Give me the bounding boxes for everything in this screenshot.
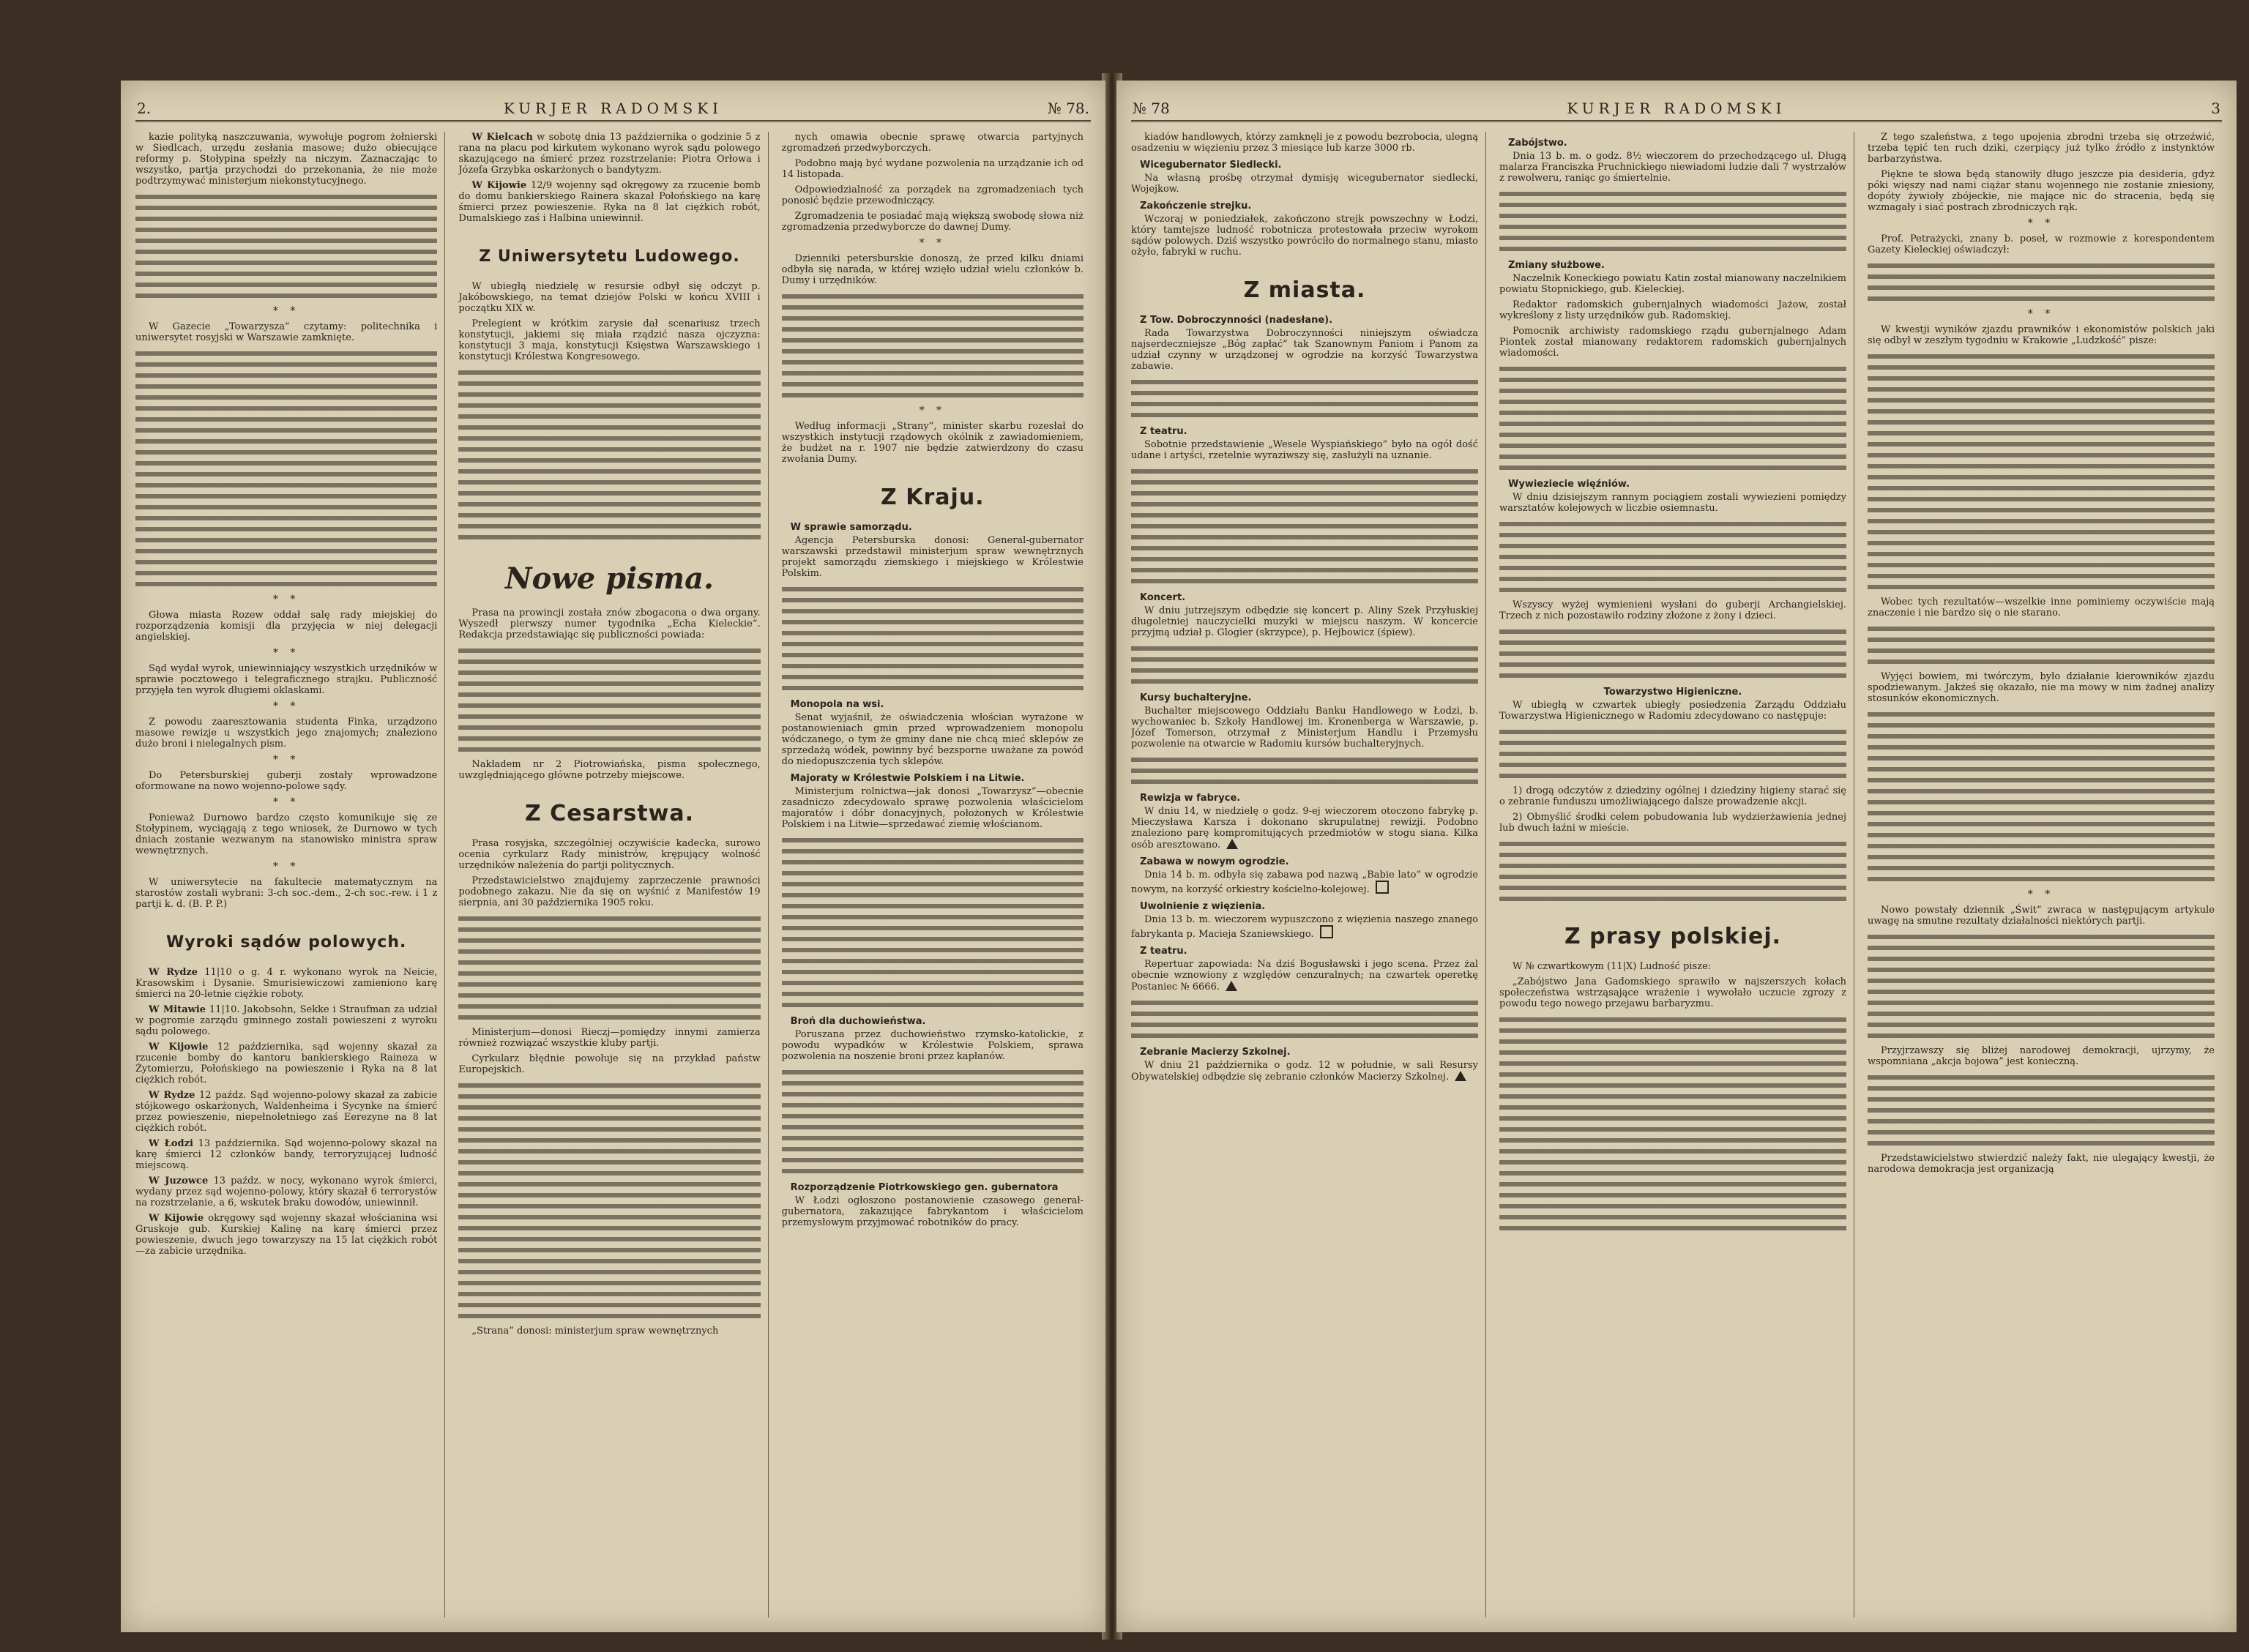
separator: * * (272, 700, 300, 712)
subsection-title: Zabójstwo. (1508, 138, 1567, 149)
text-block (782, 1066, 1084, 1176)
article-text: kazie polityką naszczuwania, wywołuje pogrom żołnierski w Siedlcach, urzędu zesłania masowe; dużo obiecujące reformy p. Stołypina spełzły na niczym. Zaznaczając to wszystko, partja przychodzi do przekonania, że nie może podtrzymywać ministerjum niekonstytucyjnego. (135, 132, 438, 187)
article-text: Dnia 13 b. m. o godz. 8½ wieczorem do przechodzącego ul. Długą malarza Franciszka Pruchnickiego niewiadomi ludzie dali 7 wystrzałów z rewolweru, raniąc go śmiertelnie. (1499, 151, 1846, 184)
separator: * * (919, 237, 947, 249)
article-text: W dniu dzisiejszym rannym pociągiem zostali wywiezieni pomiędzy warsztatów kolejowych w liczbie osiemnastu. (1499, 492, 1846, 514)
left-issue-number: № 78. (1047, 100, 1089, 117)
text-block (135, 191, 437, 301)
article-text: W uniwersytecie na fakultecie matematycznym na starostów zostali wybrani: 3-ch soc.-dem., 2-ch soc.-rew. i 1 z partji k. d. (B. P. P.) (135, 877, 438, 910)
article-text: Ponieważ Durnowo bardzo często komunikuje się ze Stołypinem, wyciągają z tego wniosek, że Durnowo w tych dniach zostanie wezwanym na stanowisko ministra spraw wewnętrznych. (135, 812, 438, 856)
article-text: W ubiegłą niedzielę w resursie odbył się odczyt p. Jakóbowskiego, na temat dziejów Polski w końcu XVIII i początku XIX w. (458, 281, 761, 314)
article-text: W Kijowie okręgowy sąd wojenny skazał włościanina wsi Gruskoje gub. Kurskiej Kalinę na karę śmierci przez powieszenie, dwuch jego towarzyszy na 15 lat ciężkich robót—za zabicie urzędnika. (135, 1213, 438, 1257)
text-block (1131, 997, 1478, 1041)
left-column-2 (458, 132, 768, 1618)
article-text: Naczelnik Koneckiego powiatu Katin został mianowany naczelnikiem powiatu Stopnickiego, gub. Kieleckiej. (1499, 273, 1846, 295)
article-text: W Gazecie „Towarzysza” czytamy: politechnika i uniwersytet rosyjski w Warszawie zamknięte. (135, 321, 438, 343)
subsection-title: Kursy buchalteryjne. (1140, 692, 1252, 703)
text-block (1868, 351, 2215, 592)
separator: * * (272, 796, 300, 808)
article-text: Pomocnik archiwisty radomskiego rządu gubernjalnego Adam Piontek został mianowany redaktorem radomskich gubernjalnych wiadomości. (1499, 326, 1846, 359)
article-text: Wobec tych rezultatów—wszelkie inne pominiemy oczywiście mają znaczenie i nie bardzo się o nie starano. (1868, 597, 2215, 618)
right-column-1 (1131, 132, 1486, 1618)
separator: * * (272, 594, 300, 605)
right-issue-number: № 78 (1133, 100, 1170, 117)
text-block (458, 367, 760, 542)
text-block (782, 834, 1084, 1010)
article-text: Dzienniki petersburskie donoszą, że przed kilku dniami odbyła się narada, w której wzięło udział wielu członków b. Dumy i urzędników. (781, 253, 1084, 286)
subsection-title: W sprawie samorządu. (790, 522, 912, 533)
article-text: Buchalter miejscowego Oddziału Banku Handlowego w Łodzi, b. wychowaniec b. Szkoły Handlowej im. Kronenberga w Warszawie, p. Józef Tomerson, otrzymał z Ministerjum Handlu i Przemysłu pozwolenie na otwarcie w Radomiu kursów buchalteryjnych. (1131, 706, 1478, 750)
article-text: Agencja Petersburska donosi: General-gubernator warszawski przedstawił ministerjum spraw wewnętrznych projekt samorządu ziemskiego i miejskiego w Królestwie Polskim. (781, 535, 1084, 579)
subsection-title: Zabawa w nowym ogrodzie. (1140, 856, 1289, 867)
article-text: Ministerjum rolnictwa—jak donosi „Towarzysz”—obecnie zasadniczo zdecydowało sprawę pozwolenia właścicielom majoratów i dóbr donacyjnych, położonych w Królestwie Polskiem i na Litwie—sprzedawać ziemię włościanom. (781, 786, 1084, 830)
article-text: Zgromadzenia te posiadać mają większą swobodę słowa niż zgromadzenia przedwyborcze do dawnej Dumy. (781, 211, 1084, 233)
article-text: W Rydze 11|10 o g. 4 r. wykonano wyrok na Neicie, Krasowskim i Dysanie. Smurisiewiczowi zamieniono karę śmierci na 20-letnie ciężkie roboty. (135, 967, 438, 1000)
article-text: Sąd wydał wyrok, uniewinniający wszystkich urzędników w sprawie pocztowego i telegraficznego strajku. Publiczność przyjęła ten wyrok długiemi oklaskami. (135, 663, 438, 696)
article-text: Nakładem nr 2 Piotrowiańska, pisma społecznego, uwzględniającego główne potrzeby miejscowe. (458, 759, 761, 781)
text-block (1499, 363, 1846, 473)
left-columns (135, 132, 1091, 1618)
article-text: W dniu 21 października o godz. 12 w południe, w sali Resursy Obywatelskiej odbędzie się zebranie członków Macierzy Szkolnej. (1131, 1060, 1478, 1083)
subsection-title: Zebranie Macierzy Szkolnej. (1140, 1047, 1291, 1058)
subsection-title: Zakończenie strejku. (1140, 201, 1252, 212)
section-title-nowe-pisma: Nowe pisma. (505, 561, 714, 596)
article-text: Przedstawicielstwo stwierdzić należy fakt, nie ulegający kwestji, że narodowa demokracja jest organizacją (1868, 1153, 2215, 1175)
text-block (1499, 188, 1846, 254)
text-block (1499, 838, 1846, 904)
separator: * * (2027, 217, 2055, 229)
text-block (1868, 623, 2215, 667)
article-text: Z powodu zaaresztowania studenta Finka, urządzono masowe rewizje u wszystkich jego znajomych; znaleziono dużo broni i nielegalnych pism. (135, 717, 438, 750)
subsection-title: Z teatru. (1140, 946, 1187, 957)
article-text: Senat wyjaśnił, że oświadczenia włościan wyrażone w postanowieniach gmin przed wprowadzeniem monopolu wódczanego, o tym że gminy dane nie chcą mieć sklepów ze sprzedażą wódek, powinny być bezsporne uważane za powód do niedopuszczenia tych sklepów. (781, 712, 1084, 767)
text-block (1868, 709, 2215, 884)
article-text: Do Petersburskiej guberji zostały wprowadzone oformowane na nowo wojenno-polowe sądy. (135, 770, 438, 792)
separator: * * (272, 754, 300, 766)
article-text: kiadów handlowych, którzy zamknęli je z powodu bezrobocia, ulegną osadzeniu w więzieniu przez 3 miesiące lub karze 3000 rb. (1131, 132, 1478, 154)
article-text: W Rydze 12 paźdz. Sąd wojenno-polowy skazał za zabicie stójkowego oskarżonych, Waldenheima i Sycynke na śmierć przez powieszenie, niepełnoletniego zaś Eerezyne na 8 lat ciężkich robót. (135, 1090, 438, 1134)
right-page-header (1131, 95, 2222, 122)
article-text: Piękne te słowa będą stanowiły długo jeszcze pia desideria, gdyż póki więszy nad nami ciążar stanu wojennego nie zostanie zniesiony, dopóty żywioły zbójeckie, nie mające nic do stracenia, będą się wzmagały i siać postrach zbrodniczych rąk. (1868, 169, 2215, 213)
article-text: Wczoraj w poniedziałek, zakończono strejk powszechny w Łodzi, który tamtejsze ludność robotnicza protestowała przeciw wyrokom sądów polowych. Dziś wszystko powróciło do normalnego stanu, miasto ożyło, fabryki w ruchu. (1131, 214, 1478, 258)
article-text: Poruszana przez duchowieństwo rzymsko-katolickie, z powodu wypadków w Królestwie Polskiem, sprawa pozwolenia na noszenie broni przez kapłanów. (781, 1029, 1084, 1062)
article-text: Przedstawicielstwo znajdujemy zaprzeczenie prawności podobnego zakazu. Nie da się on wyśnić z Manifestów 19 sierpnia, ani 30 października 1905 roku. (458, 875, 761, 908)
separator: * * (272, 861, 300, 872)
source-note: (B. P. P.) (188, 899, 228, 910)
article-text: W Mitawie 11|10. Jakobsohn, Sekke i Straufman za udział w pogromie zarządu gminnego zostali powieszeni z wyroku sądu polowego. (135, 1004, 438, 1037)
article-text: W Kijowie 12/9 wojenny sąd okręgowy za rzucenie bomb do domu bankierskiego Rainera skazał Połońskiego na karę śmierci przez powieszenie. Ryka na 8 lat ciężkich robót, Dumalskiego zaś i Halbina uniewinnił. (458, 180, 761, 224)
article-text: W Juzowce 13 paźdz. w nocy, wykonano wyrok śmierci, wydany przez sąd wojenno-polowy, który skazał 6 terrorystów na rozstrzelanie, a 6, wskutek braku dowodów, uniewinnił. (135, 1176, 438, 1208)
subsection-title: Z Tow. Dobroczynności (nadesłane). (1140, 315, 1333, 326)
article-text: Wszyscy wyżej wymienieni wysłani do guberji Archangielskiej. Trzech z nich pozostawiło rodziny złożone z żony i dzieci. (1499, 599, 1846, 621)
article-text: W № czwartkowym (11|X) Ludność pisze: (1513, 961, 1712, 972)
text-block (1868, 1072, 2215, 1148)
text-block (1131, 376, 1478, 420)
triangle-icon (1226, 981, 1237, 991)
left-page-number: 2. (137, 100, 152, 117)
subsection-title: Wicegubernator Siedlecki. (1140, 160, 1282, 171)
triangle-icon (1455, 1071, 1466, 1081)
article-text: Prasa na prowincji została znów zbogacona o dwa organy. Wyszedł pierwszy numer tygodnika „Echa Kieleckie”. Redakcja przedstawiając się publiczności powiada: (458, 608, 761, 640)
left-page-header (135, 95, 1091, 122)
article-text: W Kielcach w sobotę dnia 13 października o godzinie 5 z rana na placu pod kirkutem wykonano wyrok sądu polowego skazującego na śmierć przez rozstrzelanie: Piotra Orłowa i Józefa Grzybka oskarżonych o bandytyzm. (458, 132, 761, 176)
article-text: Podobno mają być wydane pozwolenia na urządzanie ich od 14 listopada. (781, 158, 1084, 180)
left-column-3 (782, 132, 1091, 1618)
right-column-3 (1868, 132, 2222, 1618)
right-page-number: 3 (2211, 100, 2220, 117)
article-text: 2) Obmyślić środki celem pobudowania lub wydzierżawienia jednej lub dwuch łaźni w mieście. (1499, 812, 1846, 834)
subsection-title: Rozporządzenie Piotrkowskiego gen. gubernatora (790, 1182, 1059, 1193)
text-block (458, 1080, 760, 1321)
separator: * * (919, 405, 947, 416)
subsection-title: Broń dla duchowieństwa. (790, 1016, 926, 1027)
article-text: Redaktor radomskich gubernjalnych wiadomości Jażow, został wykreślony z listy urzędników gub. Radomskiej. (1499, 299, 1846, 321)
article-text: Rada Towarzystwa Dobroczynności niniejszym oświadcza najserdeczniejsze „Bóg zapłać” tak Szanownym Paniom i Panom za udział czynny w urządzonej w ogrodzie na korzyść Towarzystwa zabawie. (1131, 328, 1478, 372)
square-icon (1320, 925, 1333, 938)
text-block (458, 645, 760, 755)
text-block (1868, 931, 2215, 1041)
text-block (1131, 754, 1478, 787)
text-block (458, 913, 760, 1023)
article-text: „Zabójstwo Jana Gadomskiego sprawiło w najszerszych kołach społeczeństwa wstrząsające wrażenie i wywołało uczucie zgrozy z powodu tego nowego przejawu barbaryzmu. (1499, 976, 1846, 1009)
left-page (121, 81, 1105, 1632)
article-text: W Kijowie 12 października, sąd wojenny skazał za rzucenie bomby do kantoru bankierskiego Raineza w Żytomierzu, Połońskiego na powieszenie i Ryka na 8 lat ciężkich robót. (135, 1042, 438, 1085)
article-text: Prof. Petrażycki, znany b. poseł, w rozmowie z korespondentem Gazety Kieleckiej oświadczył: (1868, 233, 2215, 255)
left-masthead: KURJER RADOMSKI (503, 100, 723, 117)
article-text: Cyrkularz błędnie powołuje się na przykład państw Europejskich. (458, 1053, 761, 1075)
right-page (1116, 81, 2237, 1632)
subsection-title: Z teatru. (1140, 426, 1187, 437)
article-text: Prasa rosyjska, szczególniej oczywiście kadecka, surowo ocenia cyrkularz Rady ministrów, krępujący wolność urzędników należenia do partji politycznych. (458, 838, 761, 871)
square-icon (1376, 881, 1389, 894)
article-text: W Łodzi 13 października. Sąd wojenno-polowy skazał na karę śmierci 12 członków bandy, terroryzującej ludność miejscową. (135, 1138, 438, 1171)
section-title-uniwersytet: Z Uniwersytetu Ludowego. (479, 247, 740, 266)
article-text: Dnia 13 b. m. wieczorem wypuszczono z więzienia naszego znanego fabrykanta p. Macieja Szaniewskiego. (1131, 914, 1478, 940)
section-title-prasy: Z prasy polskiej. (1564, 924, 1782, 949)
subsection-title: Towarzystwo Higieniczne. (1603, 687, 1742, 698)
section-title-cesarstwo: Z Cesarstwa. (524, 801, 694, 826)
article-text: Ministerjum—donosi Rieczj—pomiędzy innymi zamierza również rozwiązać wszystkie kluby partji. (458, 1027, 761, 1049)
article-text: Nowo powstały dziennik „Świt” zwraca w następującym artykule uwagę na smutne rezultaty działalności niektórych partji. (1868, 905, 2215, 927)
text-block (1499, 626, 1846, 681)
text-block (1131, 466, 1478, 586)
article-text: W ubiegłą w czwartek ubiegły posiedzenia Zarządu Oddziału Towarzystwa Higienicznego w Radomiu zdecydowano co następuje: (1499, 700, 1846, 722)
right-columns (1131, 132, 2222, 1618)
separator: * * (272, 647, 300, 659)
subsection-title: Zmiany służbowe. (1508, 260, 1605, 271)
subsection-title: Wywieziecie więźniów. (1508, 479, 1630, 490)
text-block (1499, 518, 1846, 595)
article-text: Przyjrzawszy się bliżej narodowej demokracji, ujrzymy, że wspomniana „akcja bojowa” jest konieczną. (1868, 1045, 2215, 1067)
article-text: Odpowiedzialność za porządek na zgromadzeniach tych ponosić będzie przewodniczący. (781, 184, 1084, 206)
text-block (1868, 260, 2215, 304)
subsection-title: Rewizja w fabryce. (1140, 793, 1241, 804)
article-text: W dniu jutrzejszym odbędzie się koncert p. Aliny Szek Przyłuskiej długoletniej nauczycielki muzyki w miejscu naszym. W koncercie przyjmą udział p. Glogier (skrzypce), p. Hejbowicz (śpiew). (1131, 605, 1478, 638)
article-text: Głowa miasta Rozew oddał salę rady miejskiej do rozporządzenia komisji dla przyjęcia w niej delegacji angielskiej. (135, 610, 438, 643)
article-text: Według informacji „Strany”, minister skarbu rozesłał do wszystkich instytucji rządowych okólnik z zawiadomieniem, że budżet na r. 1907 nie będzie zatwierdzony do czasu zwołania Dumy. (781, 421, 1084, 465)
text-block (782, 291, 1084, 400)
separator: * * (2027, 308, 2055, 320)
article-text: nych omawia obecnie sprawę otwarcia partyjnych zgromadzeń przedwyborczych. (781, 132, 1084, 154)
subsection-title: Majoraty w Królestwie Polskiem i na Litwie. (790, 773, 1025, 784)
article-text: 1) drogą odczytów z dziedziny ogólnej i dziedziny higieny starać się o zebranie funduszu umożliwiającego dalsze prowadzenie akcji. (1499, 785, 1846, 807)
article-text: Prelegient w krótkim zarysie dał scenariusz trzech konstytucji, jakiemi się miała rządzić nasza ojczyzna: konstytucji 3 maja, konstytucji Księstwa Warszawskiego i konstytucji Królestwa Kongresowego. (458, 318, 761, 362)
article-text: Na własną prośbę otrzymał dymisję wicegubernator siedlecki, Wojejkow. (1131, 173, 1478, 195)
article-text: W Łodzi ogłoszono postanowienie czasowego generał-gubernatora, zakazujące fabrykantom i właścicielom przemysłowym przyjmować robotników do pracy. (781, 1195, 1084, 1228)
subsection-title: Koncert. (1140, 592, 1186, 603)
subsection-title: Monopola na wsi. (790, 699, 884, 710)
subsection-title: Uwolnienie z więzienia. (1140, 901, 1266, 912)
triangle-icon (1226, 839, 1238, 849)
section-title-kraj: Z Kraju. (881, 485, 985, 510)
section-title-wyroki: Wyroki sądów polowych. (165, 933, 407, 952)
text-block (1131, 643, 1478, 687)
right-masthead: KURJER RADOMSKI (1567, 100, 1786, 117)
article-text: Repertuar zapowiada: Na dziś Bogusławski i jego scena. Przez żal obecnie wznowiony z względów cenzuralnych; na czwartek operetkę Postaniec № 6666. (1131, 959, 1478, 993)
text-block (135, 348, 437, 589)
article-text: „Strana” donosi: ministerjum spraw wewnętrznych (471, 1326, 719, 1337)
text-block (782, 583, 1084, 693)
right-column-2 (1499, 132, 1854, 1618)
article-text: Sobotnie przedstawienie „Wesele Wyspiańskiego” było na ogół dość udane i artyści, rzetelnie wyraziwszy się, zasłużyli na uznanie. (1131, 439, 1478, 461)
section-title-miasta: Z miasta. (1243, 277, 1366, 303)
text-block (1499, 726, 1846, 781)
article-text: Dnia 14 b. m. odbyła się zabawa pod nazwą „Babie lato” w ogrodzie nowym, na korzyść orkiestry kościelno-kolejowej. (1131, 870, 1478, 895)
article-text: W kwestji wyników zjazdu prawników i ekonomistów polskich jaki się odbył w zeszłym tygodniu w Krakowie „Ludzkość” pisze: (1868, 324, 2215, 346)
separator: * * (272, 305, 300, 317)
left-column-1 (135, 132, 445, 1618)
article-text: Wyjęci bowiem, mi twórczym, było działanie kierowników zjazdu spodziewanym. Jakżeś się okazało, nie ma mowy w nim żadnej analizy stosunków ekonomicznych. (1868, 671, 2215, 704)
text-block (1499, 1014, 1846, 1233)
article-text: Z tego szaleństwa, z tego upojenia zbrodni trzeba się otrzeźwić, trzeba tępić ten ruch dziki, czerpiący już tylko źródło z instynktów barbarzyństwa. (1868, 132, 2215, 165)
article-text: W dniu 14, w niedzielę o godz. 9-ej wieczorem otoczono fabrykę p. Mieczysława Karsza i dokonano skrupulatnej rewizji. Podobno znaleziono parę kompromitujących przedmiotów w stogu siana. Kilka osób aresztowano. (1131, 806, 1478, 851)
separator: * * (2027, 889, 2055, 900)
